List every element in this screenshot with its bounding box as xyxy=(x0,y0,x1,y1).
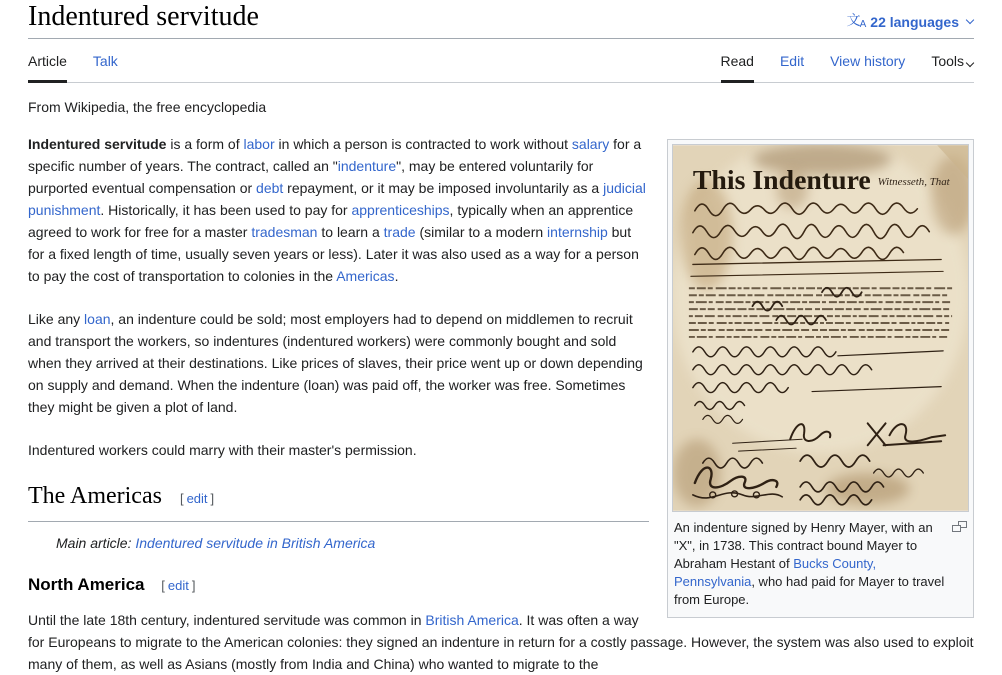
text-run: . It was often a way for Europeans to migrate to the American colonies: they signed an indenture in return for a costly passage. However, the system was also used to exploit many of them, as well as Asians (mostly from India and China) who wanted to migrate to the xyxy=(28,612,974,672)
text-run: to learn a xyxy=(317,224,384,240)
tab-view-history[interactable]: View history xyxy=(830,53,906,69)
page-title: Indentured servitude xyxy=(28,1,259,32)
text-run: for a specific number of years. The contract, called an " xyxy=(28,136,642,174)
text-run: but for a fixed length of time, usually seven years or less). Later it was also used as a way for a person to pay the cost of transportation to colonies in the xyxy=(28,224,639,284)
text-run: (similar to a modern xyxy=(415,224,548,240)
site-subtitle: From Wikipedia, the free encyclopedia xyxy=(28,99,267,115)
view-tabs xyxy=(721,45,975,82)
edit-section: [ edit ] xyxy=(161,578,196,593)
wiki-link[interactable]: salary xyxy=(571,136,610,152)
wiki-link[interactable]: British America xyxy=(425,612,519,628)
wiki-link[interactable]: apprenticeships xyxy=(351,202,450,218)
text-run: . Historically, it has been used to pay for xyxy=(100,202,352,218)
svg-text:Witnesseth, That: Witnesseth, That xyxy=(877,175,950,188)
magnify-icon[interactable] xyxy=(952,521,967,532)
chevron-down-icon xyxy=(966,59,974,67)
tab-edit[interactable]: Edit xyxy=(779,53,805,69)
tab-talk[interactable]: Talk xyxy=(92,53,118,69)
wiki-link[interactable]: indenture xyxy=(337,158,397,174)
bold-text: Indentured servitude xyxy=(28,136,167,152)
edit-link[interactable]: edit xyxy=(186,491,208,506)
wiki-link[interactable]: labor xyxy=(243,136,275,152)
text-run: , who had paid for Mayer to travel from Europe. xyxy=(674,574,945,607)
languages-button[interactable] xyxy=(847,9,974,34)
indenture-document-image[interactable] xyxy=(672,144,969,512)
text-run: repayment, or it may be imposed involuntarily as a xyxy=(283,180,604,196)
indenture-thumbnail-frame xyxy=(667,139,974,618)
tools-menu-button[interactable]: Tools xyxy=(931,45,974,83)
wiki-link[interactable]: judicial punishment xyxy=(28,180,646,218)
language-icon: 文A xyxy=(846,12,866,30)
wiki-link[interactable]: Bucks County, Pennsylvania xyxy=(674,556,877,589)
text-run: Indentured workers could marry with their master's permission. xyxy=(28,442,417,458)
text-run: is a form of xyxy=(166,136,244,152)
svg-text:This Indenture: This Indenture xyxy=(692,164,871,196)
text-run: in which a person is contracted to work without xyxy=(274,136,572,152)
namespace-tabs xyxy=(28,45,118,82)
article-tabbar xyxy=(28,45,974,83)
article-body xyxy=(28,133,974,675)
wiki-link[interactable]: debt xyxy=(256,180,284,196)
wiki-link[interactable]: tradesman xyxy=(251,224,318,240)
text-run: , typically when an apprentice agreed to work for free for a master xyxy=(28,202,634,240)
text-run: . xyxy=(394,268,399,284)
wiki-link[interactable]: internship xyxy=(547,224,608,240)
paragraph-north-america xyxy=(28,609,974,675)
edit-section: [ edit ] xyxy=(179,491,215,506)
chevron-down-icon xyxy=(966,16,974,24)
article-header xyxy=(28,0,974,39)
section-heading-the-americas: The Americas [ edit ] xyxy=(28,482,649,522)
wiki-link[interactable]: loan xyxy=(84,311,111,327)
tab-read[interactable]: Read xyxy=(721,45,754,83)
wiki-link[interactable]: Americas xyxy=(336,268,395,284)
wiki-link[interactable]: trade xyxy=(383,224,416,240)
text-run: Like any xyxy=(28,311,85,327)
text-run: Until the late 18th century, indentured servitude was common in xyxy=(28,612,426,628)
text-run: An indenture signed by Henry Mayer, with an "X", in 1738. This contract bound Mayer to Abraham Hestant of xyxy=(674,520,933,571)
tab-article[interactable]: Article xyxy=(28,45,67,83)
languages-label: 22 languages xyxy=(870,13,959,30)
edit-link[interactable]: edit xyxy=(167,578,189,593)
thumbnail-caption xyxy=(672,512,969,613)
section-heading-north-america: North America [ edit ] xyxy=(28,575,196,594)
text-run: Main article: xyxy=(56,535,136,551)
wiki-link[interactable]: Indentured servitude in British America xyxy=(135,535,376,551)
text-run: ", may be entered voluntarily for purported eventual compensation or xyxy=(28,158,594,196)
text-run: , an indenture could be sold; most employers had to depend on middlemen to recruit and transport the workers, so indentures (indentured workers) were commonly bought and sold when they arrived at their destinations. Like prices of slaves, their price went up or down depending on supply and demand. When the indenture (loan) was paid off, the worker was free. Sometimes they might be given a plot of land. xyxy=(28,311,643,415)
